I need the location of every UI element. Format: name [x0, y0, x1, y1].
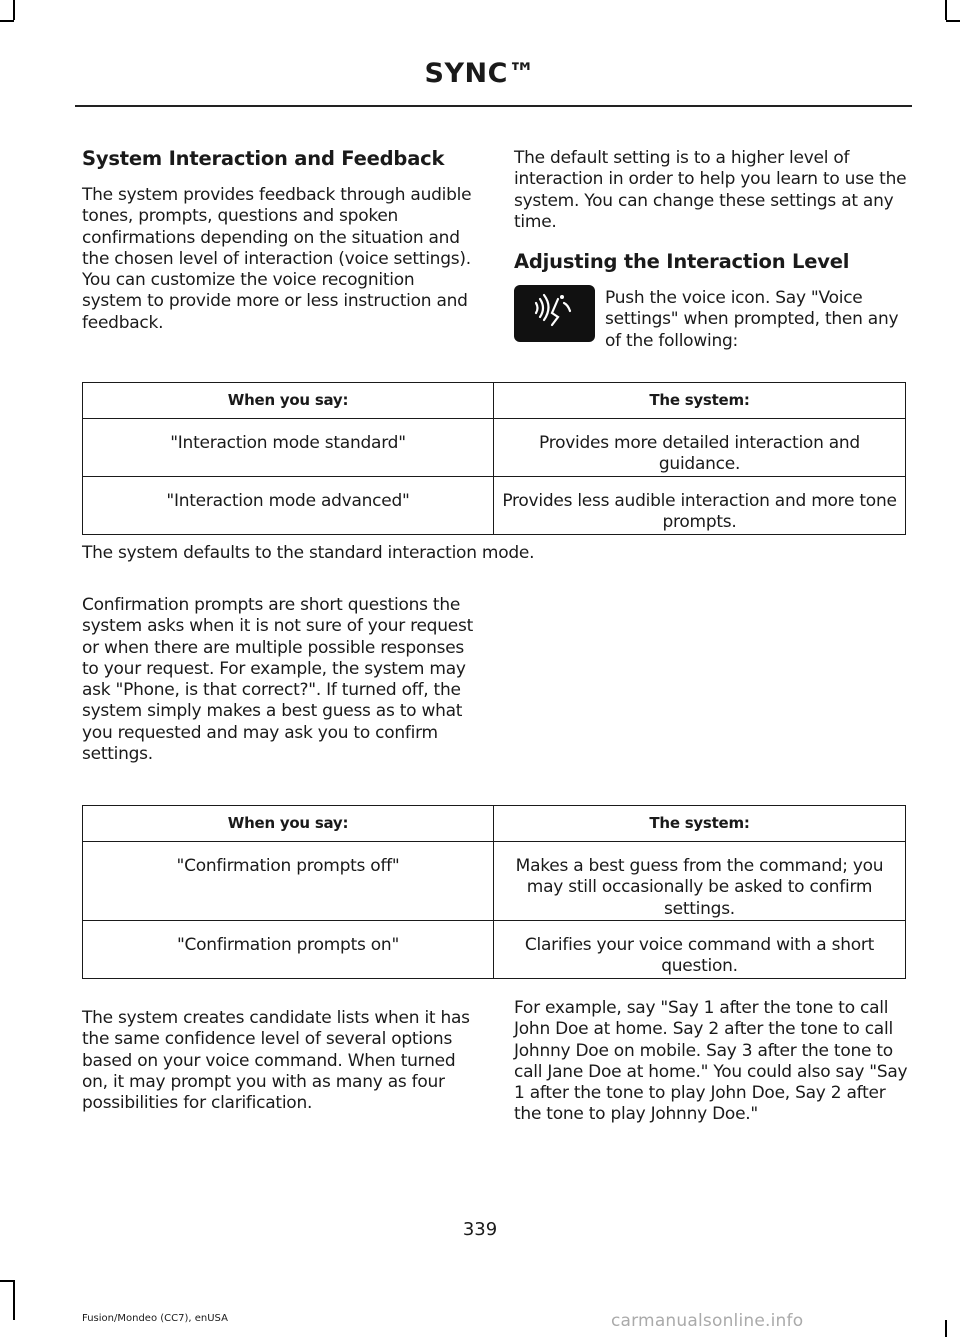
table-row — [83, 921, 906, 979]
table-header-the-system: The system: — [494, 806, 906, 842]
crop-mark — [946, 20, 960, 22]
table-row — [83, 842, 906, 921]
header-divider — [75, 105, 912, 107]
voice-icon-glyph — [514, 285, 595, 342]
table-header-row — [83, 806, 906, 842]
table-cell-command: "Interaction mode standard" — [83, 419, 494, 477]
table-header-row — [83, 383, 906, 419]
paragraph-confirmation-prompts: Confirmation prompts are short questions the system asks when it is not sure of your request or when there are multiple possible responses to your request. For example, the system may ask "Phone, is that correct?". If turned off, the system simply makes a best guess as to what you requested and may ask you to confirm settings. — [82, 595, 473, 765]
section-heading-interaction-feedback: System Interaction and Feedback — [82, 147, 445, 170]
table-row — [83, 419, 906, 477]
paragraph-voice-instruction: Push the voice icon. Say "Voice settings" when prompted, then any of the following: — [605, 288, 899, 351]
table-cell-command: "Confirmation prompts on" — [83, 921, 494, 979]
section-heading-adjusting-level: Adjusting the Interaction Level — [514, 250, 850, 273]
crop-mark — [13, 0, 15, 20]
voice-command-icon — [514, 285, 595, 342]
table-header-when-you-say: When you say: — [83, 806, 494, 842]
crop-mark — [945, 0, 947, 20]
page-title: SYNC™ — [424, 58, 536, 89]
interaction-level-table — [82, 382, 906, 535]
confirmation-prompts-table — [82, 805, 906, 979]
table-header-when-you-say: When you say: — [83, 383, 494, 419]
crop-mark — [13, 1280, 15, 1320]
paragraph-default-setting: The default setting is to a higher level of interaction in order to help you learn to use the system. You can change these settings at any time. — [514, 148, 907, 232]
table-cell-response: Provides less audible interaction and more tone prompts. — [494, 477, 906, 535]
paragraph-candidate-lists: The system creates candidate lists when it has the same confidence level of several options based on your voice command. When turned on, it may prompt you with as many as four possibilities for clarification. — [82, 1008, 470, 1114]
footer-model-label: Fusion/Mondeo (CC7), enUSA — [82, 1313, 228, 1324]
table-cell-response: Clarifies your voice command with a short question. — [494, 921, 906, 979]
table-cell-response: Provides more detailed interaction and guidance. — [494, 419, 906, 477]
footer-watermark: carmanualsonline.info — [611, 1311, 804, 1331]
table-cell-command: "Confirmation prompts off" — [83, 842, 494, 921]
crop-mark — [945, 1320, 947, 1337]
paragraph-example: For example, say "Say 1 after the tone to call John Doe at home. Say 2 after the tone to call Johnny Doe on mobile. Say 3 after the tone to call Jane Doe at home." You could also say "Say 1 after the tone to play John Doe, Say 2 after the tone to play Johnny Doe." — [514, 998, 908, 1125]
paragraph-default-mode: The system defaults to the standard interaction mode. — [82, 543, 535, 563]
table-cell-command: "Interaction mode advanced" — [83, 477, 494, 535]
table-header-the-system: The system: — [494, 383, 906, 419]
paragraph-intro: The system provides feedback through audible tones, prompts, questions and spoken confirmations depending on the situation and the chosen level of interaction (voice settings). You can customize the voice recognition system to provide more or less instruction and feedback. — [82, 185, 472, 333]
table-row — [83, 477, 906, 535]
crop-mark — [0, 20, 14, 22]
crop-mark — [0, 1280, 14, 1282]
table-cell-response: Makes a best guess from the command; you may still occasionally be asked to confirm settings. — [494, 842, 906, 921]
page-number: 339 — [462, 1219, 498, 1240]
